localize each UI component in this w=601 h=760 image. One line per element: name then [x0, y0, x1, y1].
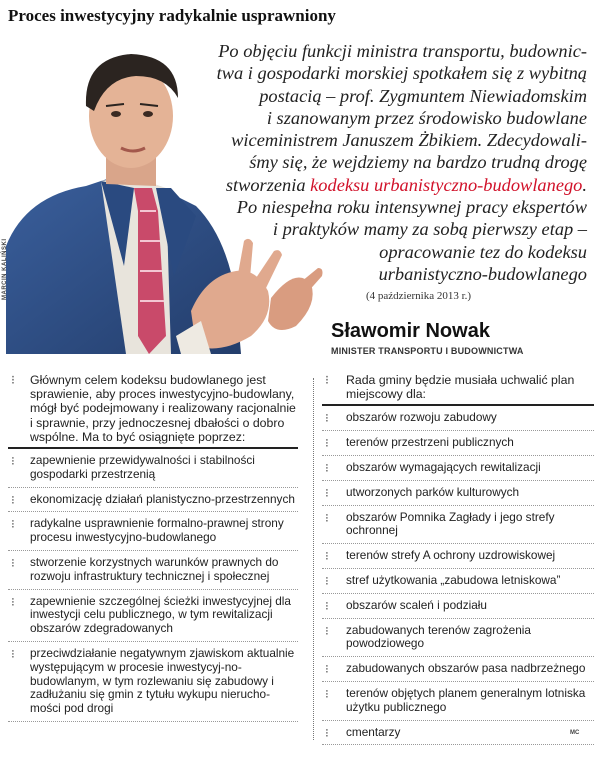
- list-item-text: terenów strefy A ochrony uzdrowiskowej: [346, 548, 556, 563]
- bullet-icon: ⁝: [325, 411, 329, 426]
- list-item: [322, 456, 594, 481]
- quote-line: postacią – prof. Zygmuntem Niewiadomskim: [259, 85, 587, 106]
- list-item: [8, 512, 298, 551]
- bullet-icon: ⁝: [325, 485, 329, 500]
- bullet-icon: ⁝: [11, 373, 15, 387]
- list-item: [322, 481, 594, 506]
- quote-date: (4 października 2013 r.): [366, 290, 472, 302]
- list-item: [322, 657, 594, 682]
- list-item: [322, 619, 594, 658]
- list-item-text: utworzonych parków kulturowych: [346, 484, 520, 499]
- left-intro: [8, 373, 298, 444]
- list-item: [322, 721, 594, 746]
- author-name: Sławomir Nowak: [331, 320, 490, 342]
- right-column: [322, 373, 594, 745]
- bullet-icon: ⁝: [325, 549, 329, 564]
- quote-line: wiceministrem Januszem Żbikiem. Zdecydowali-: [231, 130, 587, 151]
- bullet-icon: ⁝: [325, 573, 329, 588]
- bullet-icon: ⁝: [325, 373, 329, 387]
- column-divider: [313, 378, 314, 740]
- list-item-text: terenów objętych planem generalnym lotniska użytku publicznego: [346, 685, 586, 714]
- list-item-text: obszarów rozwoju zabudowy: [346, 410, 497, 425]
- list-item-text: obszarów scaleń i podziału: [346, 597, 487, 612]
- bullet-icon: ⁝: [325, 623, 329, 638]
- bullet-icon: ⁝: [11, 646, 15, 661]
- list-item-text: stworzenie korzystnych warunków prawnych do rozwoju infrastruktury technicznej i społecznej: [30, 555, 279, 583]
- list-item: [8, 590, 298, 642]
- list-item: [322, 594, 594, 619]
- list-item: [8, 642, 298, 722]
- author-initials-mark: MC: [570, 730, 580, 736]
- article-title: Proces inwestycyjny radykalnie usprawniony: [8, 6, 336, 25]
- quote-text: .: [582, 174, 587, 195]
- bullet-icon: ⁝: [11, 492, 15, 507]
- list-item: [322, 569, 594, 594]
- quote-line: i szanowanym przez środowisko budowlane: [266, 107, 587, 128]
- bullet-icon: ⁝: [11, 517, 15, 532]
- list-item-text: ekonomizację działań planistyczno-przestrzennych: [30, 491, 295, 506]
- bullet-icon: ⁝: [11, 454, 15, 469]
- bullet-icon: ⁝: [325, 662, 329, 677]
- list-item-text: stref użytkowania „zabudowa letniskowa”: [346, 572, 561, 587]
- list-item: [322, 431, 594, 456]
- goals-list: [8, 449, 298, 722]
- quote-line: twa i gospodarki morskiej spotkałem się z wybitną: [216, 63, 587, 84]
- quote-line-highlighted: [215, 174, 587, 196]
- list-item: [8, 551, 298, 590]
- pull-quote: [215, 40, 587, 285]
- list-item-text: obszarów Pomnika Zagłady i jego strefy ochronnej: [346, 509, 555, 538]
- quote-highlight: kodeksu urbanistyczno-budowlanego: [310, 174, 583, 195]
- quote-line: śmy się, że wejdziemy na bardzo trudną drogę: [249, 152, 587, 173]
- list-item-text: zabudowanych obszarów pasa nadbrzeżnego: [346, 661, 586, 676]
- bullet-icon: ⁝: [325, 598, 329, 613]
- quote-line: urbanistyczno-budowlanego: [378, 263, 587, 284]
- bullet-icon: ⁝: [325, 725, 329, 740]
- list-item: [322, 406, 594, 431]
- left-intro-text: Głównym celem kodeksu budowlanego jest sprawienie, aby proces inwestycyjno-budowlany, mógł być podejmowany i realizowany racjonalnie i sprawnie, przy jednoczesnej dbałości o dobro wspólne. Ma to być osiągnięte poprzez:: [30, 373, 296, 444]
- quote-line: opracowanie tez do kodeksu: [379, 241, 587, 262]
- bullet-icon: ⁝: [11, 556, 15, 570]
- list-item-text: zapewnienie przewidywalności i stabilności gospodarki przestrzenią: [30, 453, 255, 481]
- right-intro-text: Rada gminy będzie musiała uchwalić plan miejscowy dla:: [346, 373, 575, 402]
- left-column: [8, 373, 298, 722]
- photo-credit: MARCIN KALIŃSKI: [2, 238, 8, 300]
- list-item-text: cmentarzy: [346, 724, 401, 739]
- quote-line: Po niespełna roku intensywnej pracy ekspertów: [236, 197, 587, 218]
- list-item: [322, 506, 594, 545]
- quote-line: i praktyków mamy za sobą pierwszy etap –: [272, 219, 587, 240]
- bullet-icon: ⁝: [325, 461, 329, 475]
- author-role: MINISTER TRANSPORTU I BUDOWNICTWA: [331, 346, 524, 356]
- quote-line: Po objęciu funkcji ministra transportu, budownic-: [218, 41, 587, 61]
- right-intro: [322, 373, 594, 401]
- list-item-text: zabudowanych terenów zagrożenia powodziowego: [346, 622, 531, 651]
- list-item-text: obszarów wymagających rewitalizacji: [346, 460, 541, 474]
- list-item: [8, 449, 298, 488]
- bullet-icon: ⁝: [11, 594, 15, 609]
- list-item: [322, 544, 594, 569]
- list-item-text: radykalne usprawnienie formalno-prawnej strony procesu inwestycyjno-budowlanego: [30, 516, 284, 545]
- bullet-icon: ⁝: [325, 436, 329, 451]
- bullet-icon: ⁝: [325, 510, 329, 525]
- plan-areas-list: [322, 406, 594, 745]
- list-item-text: zapewnienie szczególnej ścieżki inwestycyjnej dla inwestycji celu publicznego, w tym rewitalizacji obszarów zdegradowanych: [30, 593, 291, 636]
- bullet-icon: ⁝: [325, 686, 329, 701]
- list-item: [322, 682, 594, 721]
- quote-text: stworzenia: [225, 174, 311, 195]
- list-item-text: przeciwdziałanie negatywnym zjawiskom aktualnie występującym w procesie inwestycyj-no-budowlanym, w tym rozlewaniu się zabudowy i zadłużaniu się gmin z tytułu wykupu nierucho-mości pod drogi: [30, 645, 295, 716]
- list-item: [8, 488, 298, 513]
- list-item-text: terenów przestrzeni publicznych: [346, 435, 514, 450]
